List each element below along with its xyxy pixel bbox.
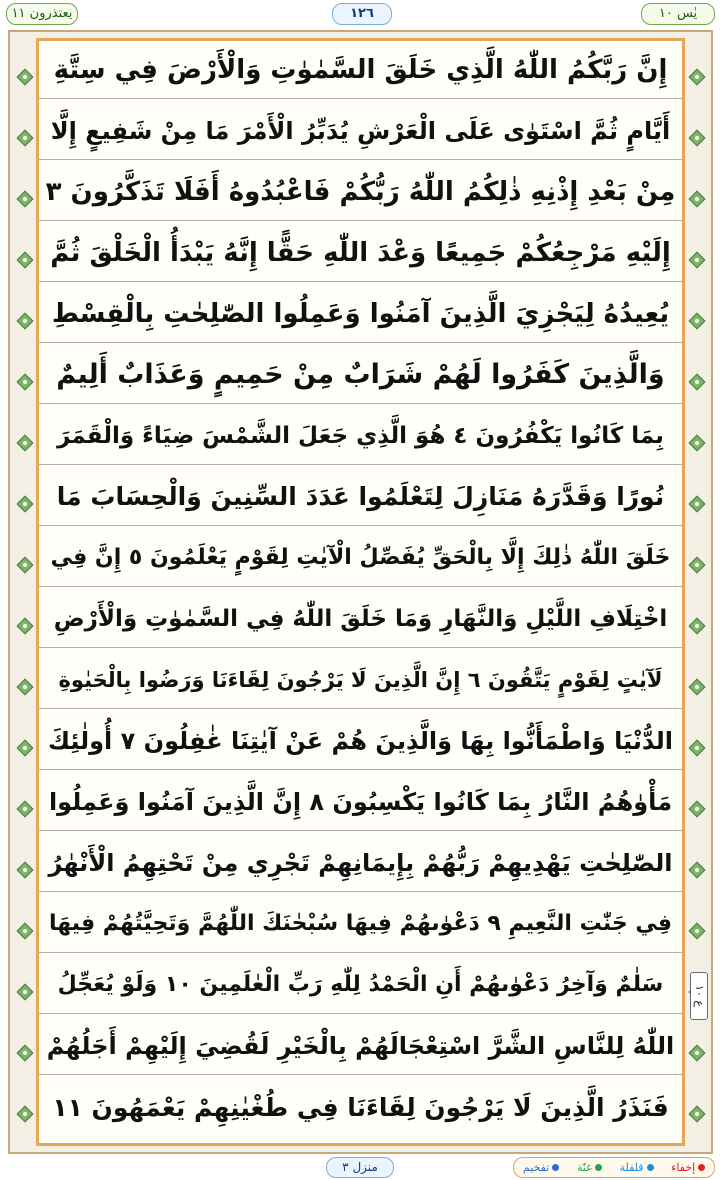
tajweed-legend xyxy=(513,1157,715,1178)
page-number: ١٢٦ xyxy=(332,3,392,25)
text-line-13 xyxy=(39,773,682,831)
ornament-diamond-icon xyxy=(688,739,706,757)
ornament-diamond-icon xyxy=(16,861,34,879)
ornament-diamond-icon xyxy=(16,190,34,208)
line-text: نُورًا وَقَدَّرَهُ مَنَازِلَ لِتَعْلَمُوا عَدَدَ السِّنِينَ وَالْحِسَابَ مَا xyxy=(56,482,665,511)
legend-label: إخفاء xyxy=(671,1161,696,1174)
text-line-2 xyxy=(39,102,682,160)
ornament-diamond-icon xyxy=(16,251,34,269)
legend-dot-icon xyxy=(698,1164,705,1171)
ornament-diamond-icon xyxy=(688,678,706,696)
text-line-14 xyxy=(39,834,682,892)
text-line-6 xyxy=(39,346,682,404)
line-text: إِنَّ رَبَّكُمُ اللّٰهُ الَّذِي خَلَقَ السَّمٰوٰتِ وَالْأَرْضَ فِي سِتَّةِ xyxy=(53,54,668,85)
ornament-diamond-icon xyxy=(688,556,706,574)
ornament-diamond-icon xyxy=(688,861,706,879)
ornament-diamond-icon xyxy=(688,1105,706,1123)
ornament-diamond-icon xyxy=(688,251,706,269)
ornament-diamond-icon xyxy=(16,922,34,940)
ornament-diamond-icon xyxy=(688,129,706,147)
text-line-8 xyxy=(39,468,682,526)
ornament-diamond-icon xyxy=(688,312,706,330)
legend-dot-icon xyxy=(552,1164,559,1171)
page-header xyxy=(0,0,721,30)
ornament-diamond-icon xyxy=(16,434,34,452)
legend-dot-icon xyxy=(647,1164,654,1171)
ornament-diamond-icon xyxy=(16,678,34,696)
ornament-diamond-icon xyxy=(688,68,706,86)
line-text: إِلَيْهِ مَرْجِعُكُمْ جَمِيعًا وَعْدَ اللّٰهِ حَقًّا إِنَّهُ يَبْدَأُ الْخَلْقَ ثُمَّ xyxy=(50,237,671,268)
text-line-12 xyxy=(39,712,682,770)
line-text: فِي جَنّٰتِ النَّعِيمِ ٩ دَعْوٰىهُمْ فِيهَا سُبْحٰنَكَ اللّٰهُمَّ وَتَحِيَّتُهُمْ فِيهَا xyxy=(48,911,673,936)
quran-text-area xyxy=(36,38,685,1146)
ornament-diamond-icon xyxy=(16,983,34,1001)
line-text: الدُّنْيَا وَاطْمَأَنُّوا بِهَا وَالَّذِينَ هُمْ عَنْ آيٰتِنَا غٰفِلُونَ ٧ أُولٰئِكَ xyxy=(47,726,673,755)
text-line-5 xyxy=(39,285,682,343)
page-footer xyxy=(0,1154,721,1180)
text-line-3 xyxy=(39,163,682,221)
legend-item xyxy=(671,1161,705,1174)
ornament-diamond-icon xyxy=(688,190,706,208)
text-line-1 xyxy=(39,41,682,99)
legend-label: غنّة xyxy=(576,1161,592,1174)
text-line-18 xyxy=(39,1078,682,1136)
ornament-diamond-icon xyxy=(16,800,34,818)
line-text: أَيَّامٍ ثُمَّ اسْتَوٰى عَلَى الْعَرْشِ يُدَبِّرُ الْأَمْرَ مَا مِنْ شَفِيعٍ إِلَّا xyxy=(50,116,671,145)
ornament-diamond-icon xyxy=(688,373,706,391)
text-line-16 xyxy=(39,956,682,1014)
ornament-diamond-icon xyxy=(688,434,706,452)
line-text: اخْتِلَافِ اللَّيْلِ وَالنَّهَارِ وَمَا خَلَقَ اللّٰهُ فِي السَّمٰوٰتِ وَالْأَرْضِ xyxy=(53,605,668,632)
line-text: لَآيٰتٍ لِقَوْمٍ يَتَّقُونَ ٦ إِنَّ الَّذِينَ لَا يَرْجُونَ لِقَاءَنَا وَرَضُوا بِالْحَيٰوةِ xyxy=(58,667,663,692)
line-text: بِمَا كَانُوا يَكْفُرُونَ ٤ هُوَ الَّذِي جَعَلَ الشَّمْسَ ضِيَاءً وَالْقَمَرَ xyxy=(57,422,664,449)
line-text: وَالَّذِينَ كَفَرُوا لَهُمْ شَرَابٌ مِنْ حَمِيمٍ وَعَذَابٌ أَلِيمٌ xyxy=(56,359,665,390)
ornament-diamond-icon xyxy=(16,68,34,86)
text-line-17 xyxy=(39,1017,682,1075)
ornament-diamond-icon xyxy=(688,800,706,818)
text-line-4 xyxy=(39,224,682,282)
text-line-10 xyxy=(39,590,682,648)
ornament-diamond-icon xyxy=(688,922,706,940)
legend-label: قلقلة xyxy=(619,1161,644,1174)
text-line-9 xyxy=(39,529,682,587)
line-text: خَلَقَ اللّٰهُ ذٰلِكَ إِلَّا بِالْحَقِّ يُفَصِّلُ الْآيٰتِ لِقَوْمٍ يَعْلَمُونَ ٥ إِنَّ فِي xyxy=(50,545,671,570)
line-text: مِنْ بَعْدِ إِذْنِهِ ذٰلِكُمُ اللّٰهُ رَبُّكُمْ فَاعْبُدُوهُ أَفَلَا تَذَكَّرُونَ ٣ xyxy=(45,176,676,207)
ornament-diamond-icon xyxy=(16,739,34,757)
line-text: مَأْوٰهُمُ النَّارُ بِمَا كَانُوا يَكْسِبُونَ ٨ إِنَّ الَّذِينَ آمَنُوا وَعَمِلُوا xyxy=(48,787,673,816)
legend-item xyxy=(577,1161,602,1174)
legend-item xyxy=(620,1161,654,1174)
line-text: الصّٰلِحٰتِ يَهْدِيهِمْ رَبُّهُمْ بِإِيمَانِهِمْ تَجْرِي مِنْ تَحْتِهِمُ الْأَنْهٰرُ xyxy=(48,848,673,877)
ornament-diamond-icon xyxy=(688,1044,706,1062)
ornament-diamond-icon xyxy=(16,373,34,391)
ruku-marker: ع ١٠ xyxy=(690,972,708,1020)
ornament-diamond-icon xyxy=(688,495,706,513)
ornament-diamond-icon xyxy=(16,617,34,635)
ornament-diamond-icon xyxy=(688,617,706,635)
ornament-diamond-icon xyxy=(16,556,34,574)
legend-dot-icon xyxy=(595,1164,602,1171)
line-text: سَلٰمٌ وَآخِرُ دَعْوٰىهُمْ أَنِ الْحَمْدُ لِلّٰهِ رَبِّ الْعٰلَمِينَ ١٠ وَلَوْ يُعَجِّلُ xyxy=(57,972,664,997)
ornament-diamond-icon xyxy=(16,312,34,330)
line-text: يُعِيدُهُ لِيَجْزِيَ الَّذِينَ آمَنُوا وَعَمِلُوا الصّٰلِحٰتِ بِالْقِسْطِ xyxy=(51,298,670,329)
legend-label: تفخيم xyxy=(522,1161,550,1174)
manzil-label: منزل ٣ xyxy=(326,1157,394,1178)
line-text: فَنَذَرُ الَّذِينَ لَا يَرْجُونَ لِقَاءَنَا فِي طُغْيٰنِهِمْ يَعْمَهُونَ ١١ xyxy=(52,1092,669,1122)
ornament-diamond-icon xyxy=(16,1044,34,1062)
ornament-diamond-icon xyxy=(16,1105,34,1123)
ornament-diamond-icon xyxy=(16,495,34,513)
header-left-tag: يعتذرون ١١ xyxy=(6,3,78,25)
text-line-7 xyxy=(39,407,682,465)
line-text: اللّٰهُ لِلنَّاسِ الشَّرَّ اسْتِعْجَالَهُمْ بِالْخَيْرِ لَقُضِيَ إِلَيْهِمْ أَجَلُهُمْ xyxy=(46,1031,675,1060)
text-line-15 xyxy=(39,895,682,953)
ornament-diamond-icon xyxy=(16,129,34,147)
header-right-tag: يٰس ١٠ xyxy=(641,3,715,25)
legend-item xyxy=(523,1161,559,1174)
text-line-11 xyxy=(39,651,682,709)
